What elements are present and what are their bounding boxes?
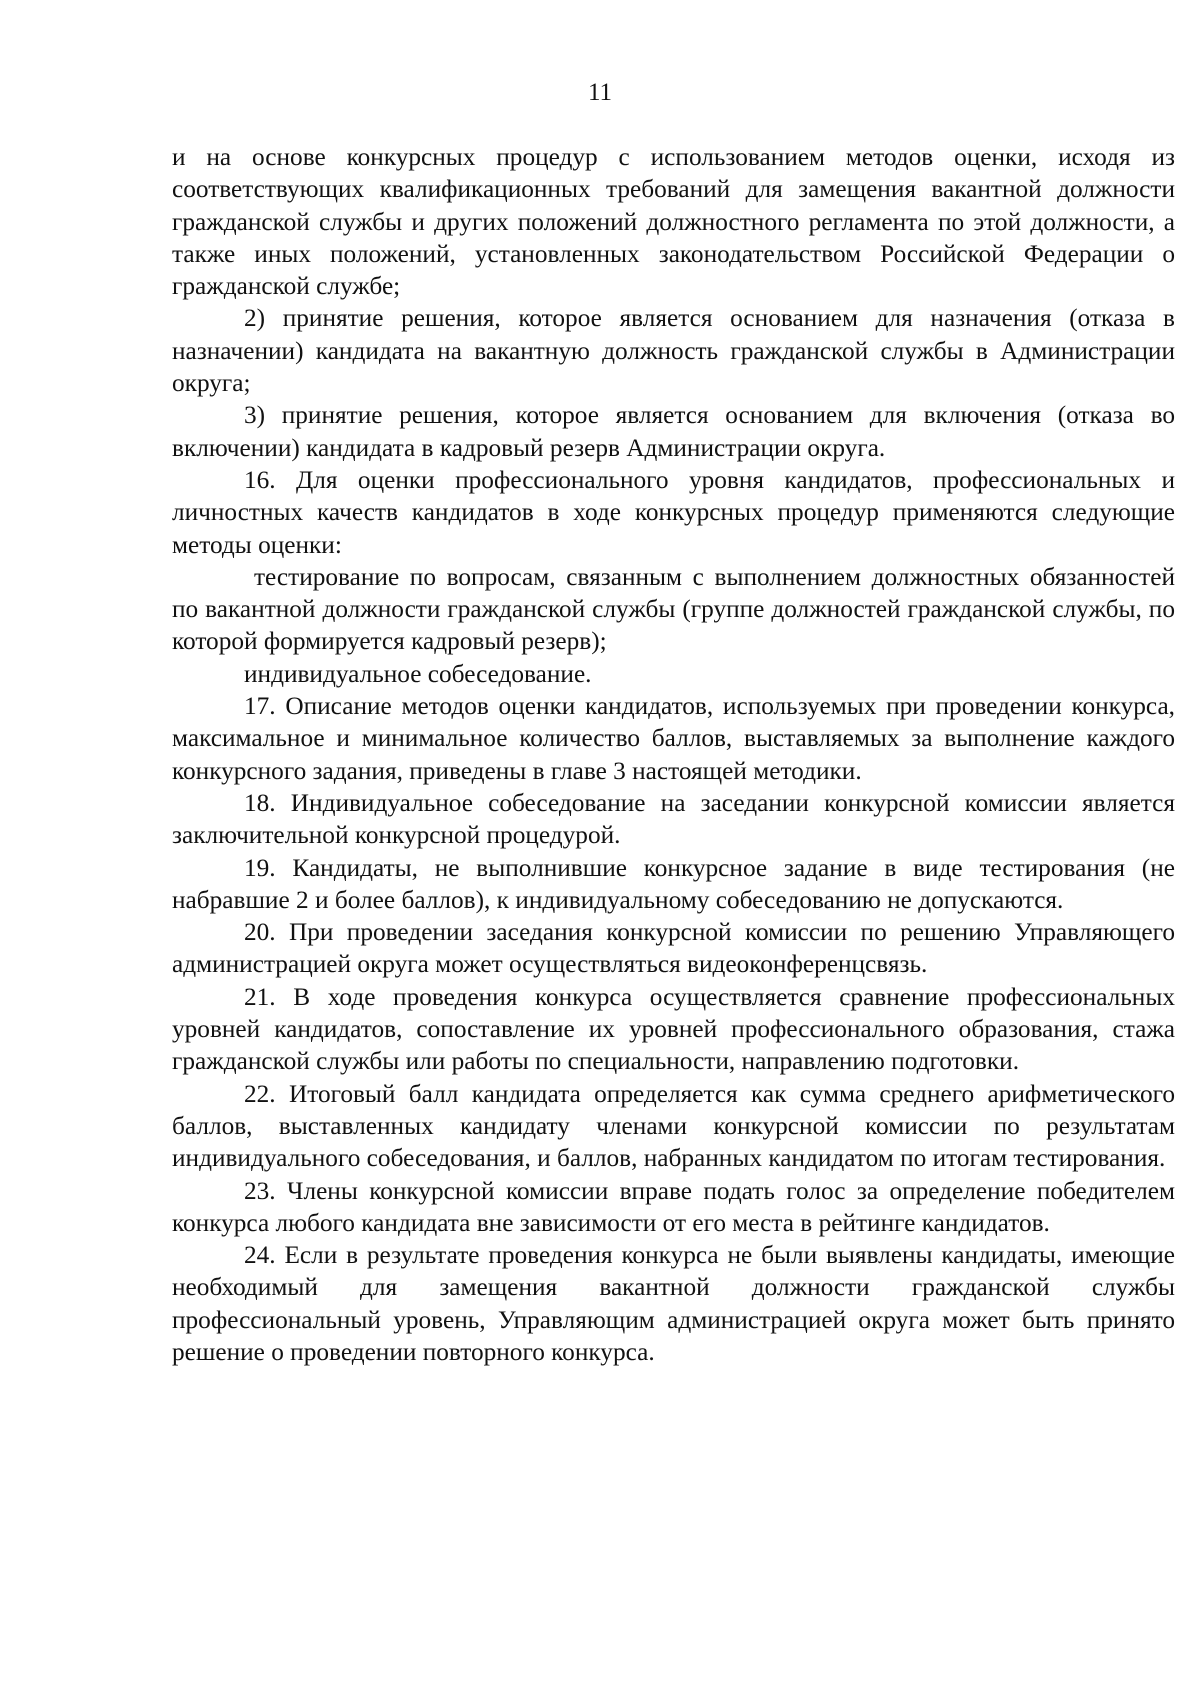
paragraph-17: 17. Описание методов оценки кандидатов, используемых при проведении конкурса, максимальное и минимальное количество баллов, выставляемых за выполнение каждого конкурсного задания, приведены в главе 3 настоящей методики. <box>172 692 1175 785</box>
paragraph-18: 18. Индивидуальное собеседование на заседании конкурсной комиссии является заключительной конкурсной процедурой. <box>172 788 1175 850</box>
paragraph-22: 22. Итоговый балл кандидата определяется как сумма среднего арифметического баллов, выставленных кандидату членами конкурсной комиссии по результатам индивидуального собеседования, и баллов, набранных кандидатом по итогам тестирования. <box>172 1079 1175 1173</box>
paragraph-method-interview: индивидуальное собеседование. <box>244 659 592 688</box>
paragraph-23: 23. Члены конкурсной комиссии вправе подать голос за определение победителем конкурса любого кандидата вне зависимости от его места в рейтинге кандидатов. <box>172 1176 1175 1237</box>
paragraph-20: 20. При проведении заседания конкурсной комиссии по решению Управляющего администрацией округа может осуществляться видеоконференцсвязь. <box>172 918 1175 979</box>
document-body <box>172 141 1175 1368</box>
paragraph-continuation: и на основе конкурсных процедур с использованием методов оценки, исходя из соответствующих квалификационных требований для замещения вакантной должности гражданской службы и других положений должностного регламента по этой должности, а также иных положений, установленных законодательством Российской Федерации о гражданской службе; <box>172 143 1175 301</box>
paragraph-method-testing: тестирование по вопросам, связанным с выполнением должностных обязанностей по вакантной должности гражданской службы (группе должностей гражданской службы, по которой формируется кадровый резерв); <box>172 562 1175 656</box>
paragraph-19: 19. Кандидаты, не выполнившие конкурсное задание в виде тестирования (не набравшие 2 и более баллов), к индивидуальному собеседованию не допускаются. <box>172 853 1175 914</box>
page-number: 11 <box>587 79 613 106</box>
paragraph-16: 16. Для оценки профессионального уровня кандидатов, профессиональных и личностных качеств кандидатов в ходе конкурсных процедур применяются следующие методы оценки: <box>172 465 1175 559</box>
paragraph-24: 24. Если в результате проведения конкурса не были выявлены кандидаты, имеющие необходимый для замещения вакантной должности гражданской службы профессиональный уровень, Управляющим администрацией округа может быть принято решение о проведении повторного конкурса. <box>172 1241 1175 1366</box>
paragraph-item-3: 3) принятие решения, которое является основанием для включения (отказа во включении) кандидата в кадровый резерв Администрации округа. <box>172 401 1175 462</box>
paragraph-item-2: 2) принятие решения, которое является основанием для назначения (отказа в назначении) кандидата на вакантную должность гражданской службы в Администрации округа; <box>172 304 1175 398</box>
paragraph-21: 21. В ходе проведения конкурса осуществляется сравнение профессиональных уровней кандидатов, сопоставление их уровней профессионального образования, стажа гражданской службы или работы по специальности, направлению подготовки. <box>172 982 1175 1076</box>
